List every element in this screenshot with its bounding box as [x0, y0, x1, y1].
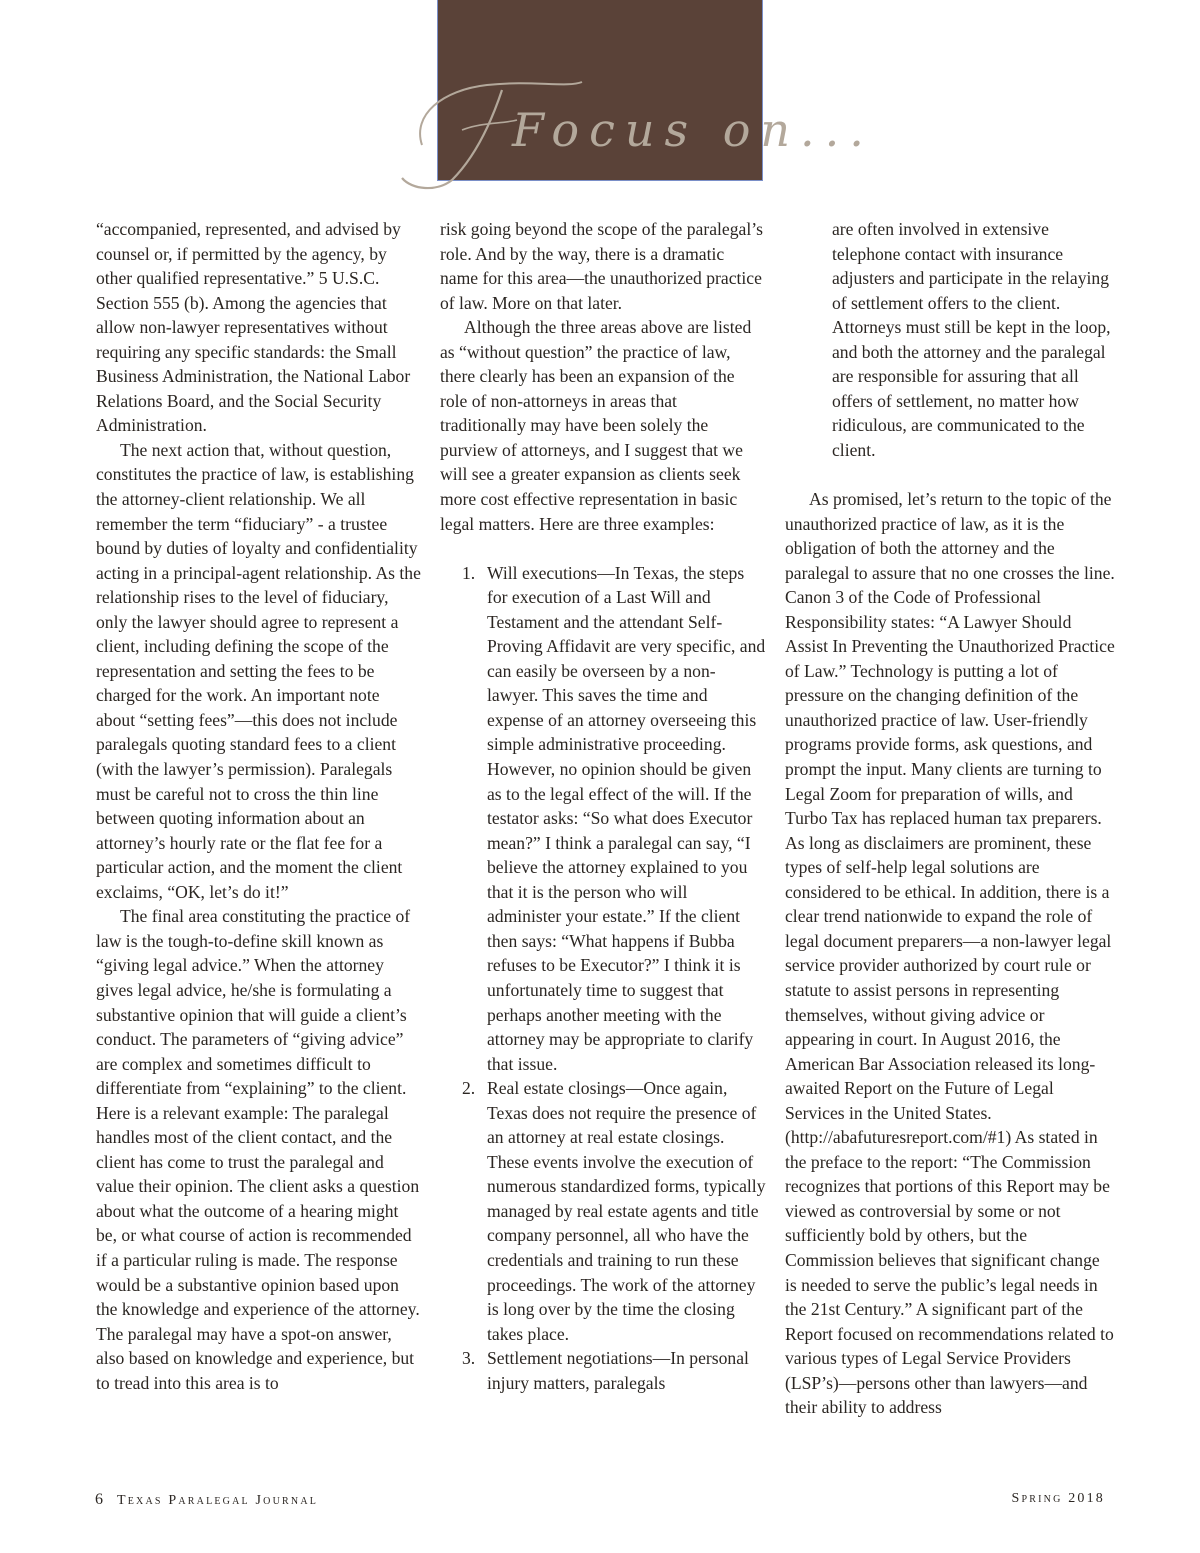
list-text: Settlement negotiations—In personal injury matters, paralegals: [487, 1348, 749, 1393]
paragraph: are often involved in extensive telephone contact with insurance adjusters and participate in the relaying of settlement offers to the client. Attorneys must still be kept in the loop, and both the attorney and the paralegal are responsible for assuring that all offers of settlement, no matter how ridiculous, are communicated to the client.: [832, 219, 1111, 460]
footer-issue: Spring 2018: [1011, 1491, 1105, 1506]
list-number: 1.: [462, 562, 476, 583]
svg-text:Focus on...: Focus on...: [512, 103, 874, 157]
column-1: [96, 217, 422, 1395]
paragraph: As promised, let’s return to the topic of the unauthorized practice of law, as it is the obligation of both the attorney and the paralegal to assure that no one crosses the line. Canon 3 of the Code of Professional Responsibility states: “A Lawyer Should Assist In Preventing the Unauthorized Practice of Law.” Technology is putting a lot of pressure on the changing definition of the unauthorized practice of law. User-friendly programs provide forms, ask questions, and prompt the input. Many clients are turning to Legal Zoom for preparation of wills, and Turbo Tax has replaced human tax preparers. As long as disclaimers are prominent, these types of self-help legal solutions are considered to be ethical. In addition, there is a clear trend nationwide to expand the role of legal document preparers—a non-lawyer legal service provider authorized by court rule or statute to assist persons in representing themselves, without giving advice or appearing in court. In August 2016, the American Bar Association released its long-awaited Report on the Future of Legal Services in the United States. (http://abafuturesreport.com/#1) As stated in the preface to the report: “The Commission recognizes that portions of this Report may be viewed as controversial by some or not sufficiently bold by others, but the Commission believes that significant change is needed to serve the public’s legal needs in the 21st Century.” A significant part of the Report focused on recommendations related to various types of Legal Service Providers (LSP’s)—persons other than lawyers—and their ability to address: [785, 489, 1115, 1418]
list-item: [440, 1076, 766, 1346]
paragraph: The final area constituting the practice of law is the tough-to-define skill known as “giving legal advice.” When the attorney gives legal advice, he/she is formulating a substantive opinion that will guide a client’s conduct. The parameters of “giving advice” are complex and sometimes difficult to differentiate from “explaining” to the client. Here is a relevant example: The paralegal handles most of the client contact, and the client has come to trust the paralegal and value their opinion. The client asks a question about what the outcome of a hearing might be, or what course of action is recommended if a particular ruling is made. The response would be a substantive opinion based upon the knowledge and experience of the attorney. The paralegal may have a spot-on answer, also based on knowledge and experience, but to tread into this area is to: [96, 906, 420, 1393]
list-text: Will executions—In Texas, the steps for execution of a Last Will and Testament and the attendant Self-Proving Affidavit are very specific, and can easily be overseen by a non-lawyer. This saves the time and expense of an attorney overseeing this simple administrative proceeding. However, no opinion should be given as to the legal effect of the will. If the testator asks: “So what does Executor mean?” I think a paralegal can say, “I believe the attorney explained to you that it is the person who will administer your estate.” If the client then says: “What happens if Bubba refuses to be Executor?” I think it is unfortunately time to suggest that perhaps another meeting with the attorney may be appropriate to clarify that issue.: [487, 562, 766, 1074]
column-2: [440, 217, 766, 1395]
paragraph: “accompanied, represented, and advised by counsel or, if permitted by the agency, by other qualified representative.” 5 U.S.C. Section 555 (b). Among the agencies that allow non-lawyer representatives without requiring any specific standards: the Small Business Administration, the National Labor Relations Board, and the Social Security Administration.: [96, 219, 411, 436]
paragraph: The next action that, without question, constitutes the practice of law, is establishing the attorney-client relationship. We all remember the term “fiduciary” - a trustee bound by duties of loyalty and confidentiality acting in a principal-agent relationship. As the relationship rises to the level of fiduciary, only the lawyer should agree to represent a client, including defining the scope of the representation and setting the fees to be charged for the work. An important note about “setting fees”—this does not include paralegals quoting standard fees to a client (with the lawyer’s permission). Paralegals must be careful not to cross the thin line between quoting information about an attorney’s hourly rate or the flat fee for a particular action, and the moment the client exclaims, “OK, let’s do it!”: [96, 439, 421, 902]
paragraph: Although the three areas above are listed as “without question” the practice of law, there clearly has been an expansion of the role of non-attorneys in areas that traditionally may have been solely the purview of attorneys, and I suggest that we will see a greater expansion as clients seek more cost effective representation in basic legal matters. Here are three examples:: [440, 317, 752, 534]
list-number: 2.: [462, 1078, 476, 1099]
page-number: 6: [95, 1491, 103, 1508]
paragraph: risk going beyond the scope of the paralegal’s role. And by the way, there is a dramatic name for this area—the unauthorized practice of law. More on that later.: [440, 219, 763, 313]
list-number: 3.: [462, 1348, 476, 1369]
list-item: [440, 561, 766, 1076]
column-3: [785, 217, 1115, 1420]
publication-name: Texas Paralegal Journal: [117, 1493, 319, 1508]
footer-left: [95, 1491, 318, 1509]
list-text: Real estate closings—Once again, Texas does not require the presence of an attorney at real estate closings. These events involve the execution of numerous standardized forms, typically managed by real estate agents and title company personnel, all who have the credentials and training to run these proceedings. The work of the attorney is long over by the time the closing takes place.: [487, 1078, 766, 1344]
examples-list: [440, 561, 766, 1396]
section-title: [392, 60, 874, 200]
list-item: [440, 1346, 766, 1395]
